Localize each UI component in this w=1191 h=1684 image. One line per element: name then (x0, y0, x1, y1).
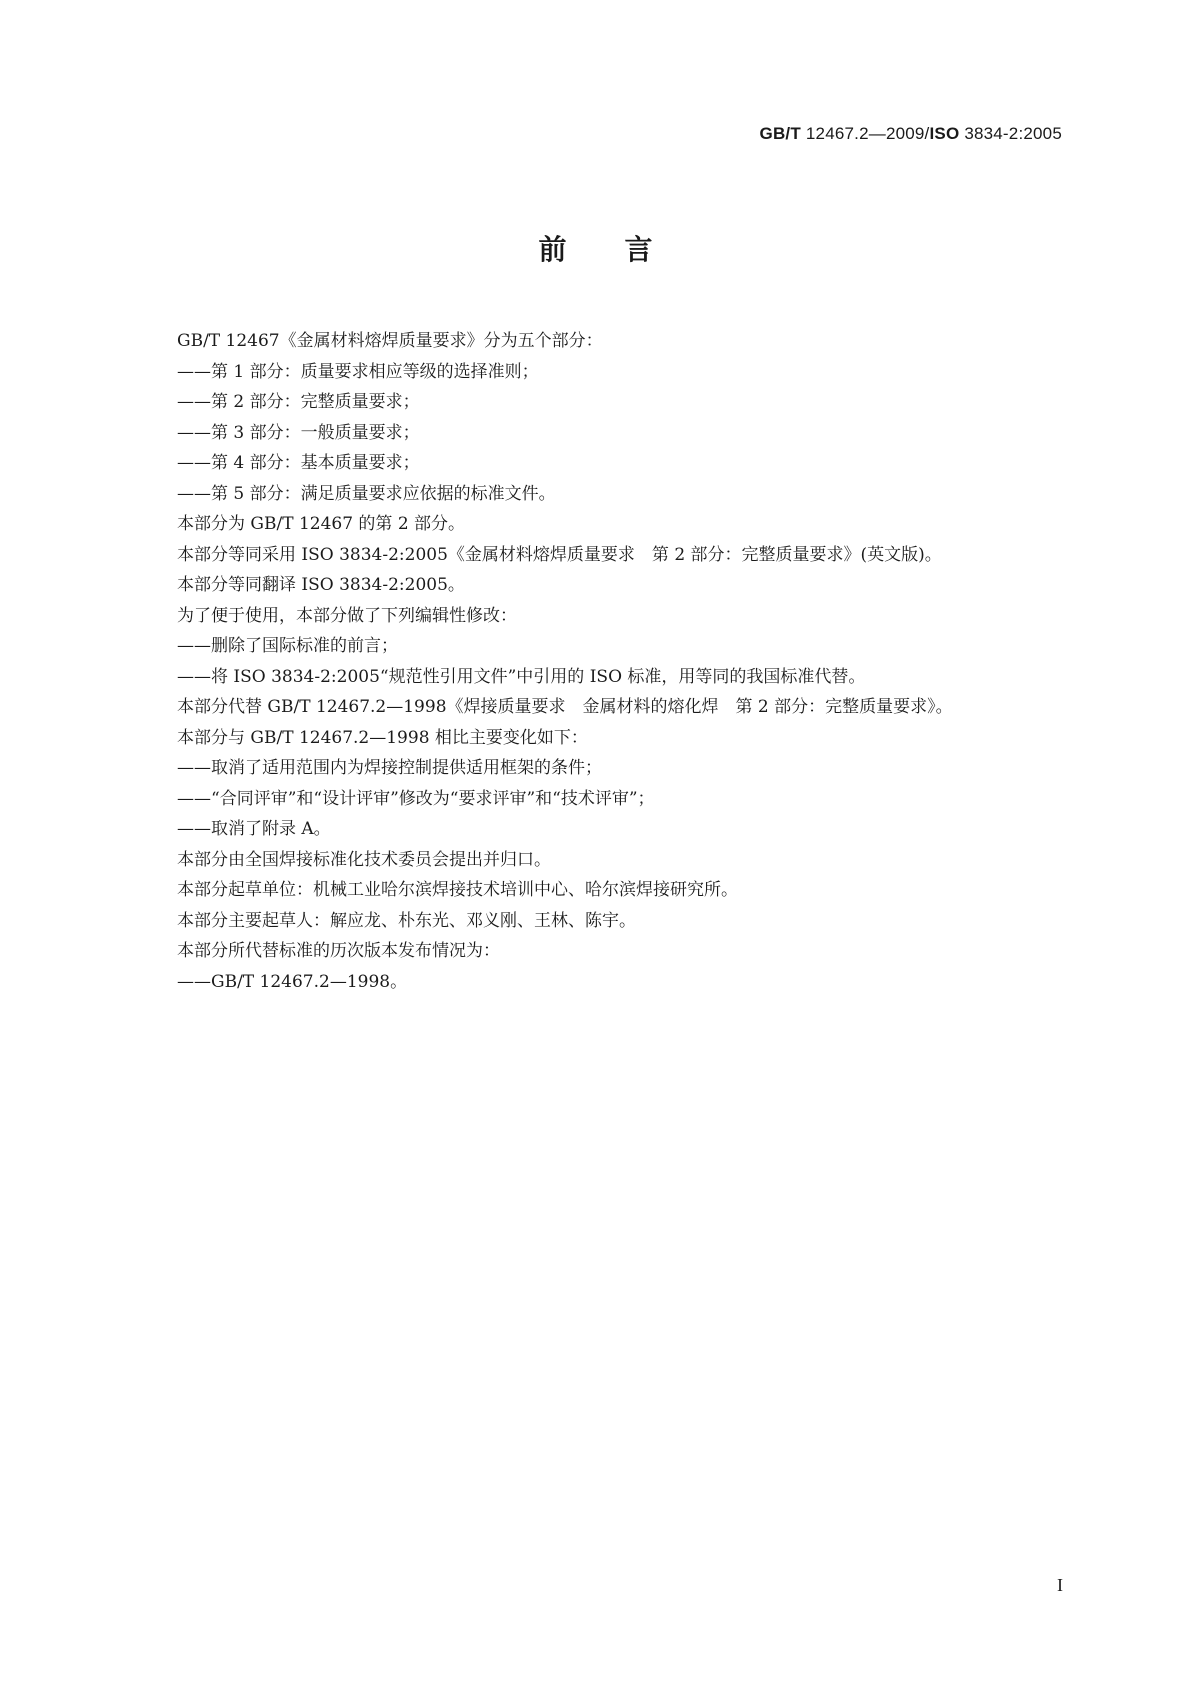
paragraph-6: ——第 5 部分：满足质量要求应依据的标准文件。 (177, 483, 556, 504)
paragraph-11: ——删除了国际标准的前言； (177, 636, 398, 656)
paragraph-17: ——取消了附录 A。 (177, 819, 331, 839)
paragraph-16: ——“合同评审”和“设计评审”修改为“要求评审”和“技术评审”； (177, 788, 655, 809)
page-title: 前言 (538, 233, 711, 266)
paragraph-1: GB/T 12467《金属材料熔焊质量要求》分为五个部分： (177, 331, 603, 351)
standard-number-header (760, 124, 1062, 144)
paragraph-20: 本部分主要起草人：解应龙、朴东光、邓义刚、王林、陈宇。 (177, 910, 636, 931)
paragraph-5: ——第 4 部分：基本质量要求； (177, 453, 420, 473)
paragraph-12: ——将 ISO 3834-2:2005“规范性引用文件”中引用的 ISO 标准，用等同的我国标准代替。 (177, 666, 866, 687)
iso-code: 3834-2:2005 (964, 124, 1062, 143)
paragraph-19: 本部分起草单位：机械工业哈尔滨焊接技术培训中心、哈尔滨焊接研究所。 (177, 880, 738, 900)
paragraph-3: ——第 2 部分：完整质量要求； (177, 392, 420, 412)
std-prefix: GB/T (759, 124, 801, 143)
paragraph-2: ——第 1 部分：质量要求相应等级的选择准则； (177, 361, 539, 382)
paragraph-22: ——GB/T 12467.2—1998。 (177, 971, 408, 992)
paragraph-4: ——第 3 部分：一般质量要求； (177, 422, 420, 443)
paragraph-9: 本部分等同翻译 ISO 3834-2:2005。 (177, 575, 465, 595)
paragraph-7: 本部分为 GB/T 12467 的第 2 部分。 (177, 514, 466, 534)
paragraph-8: 本部分等同采用 ISO 3834-2:2005《金属材料熔焊质量要求 第 2 部分：完整质量要求》(英文版)。 (177, 544, 942, 565)
paragraph-13: 本部分代替 GB/T 12467.2—1998《焊接质量要求 金属材料的熔化焊 第 2 部分：完整质量要求》。 (177, 697, 953, 717)
foreword-body (134, 326, 1062, 997)
paragraph-21: 本部分所代替标准的历次版本发布情况为： (177, 941, 500, 961)
std-code: 12467.2—2009/ (805, 124, 930, 143)
iso-prefix: ISO (929, 124, 960, 143)
paragraph-10: 为了便于使用，本部分做了下列编辑性修改： (177, 605, 517, 626)
paragraph-14: 本部分与 GB/T 12467.2—1998 相比主要变化如下： (177, 727, 588, 748)
page-number: I (1057, 1575, 1063, 1595)
paragraph-15: ——取消了适用范围内为焊接控制提供适用框架的条件； (177, 758, 602, 778)
paragraph-18: 本部分由全国焊接标准化技术委员会提出并归口。 (177, 849, 551, 870)
